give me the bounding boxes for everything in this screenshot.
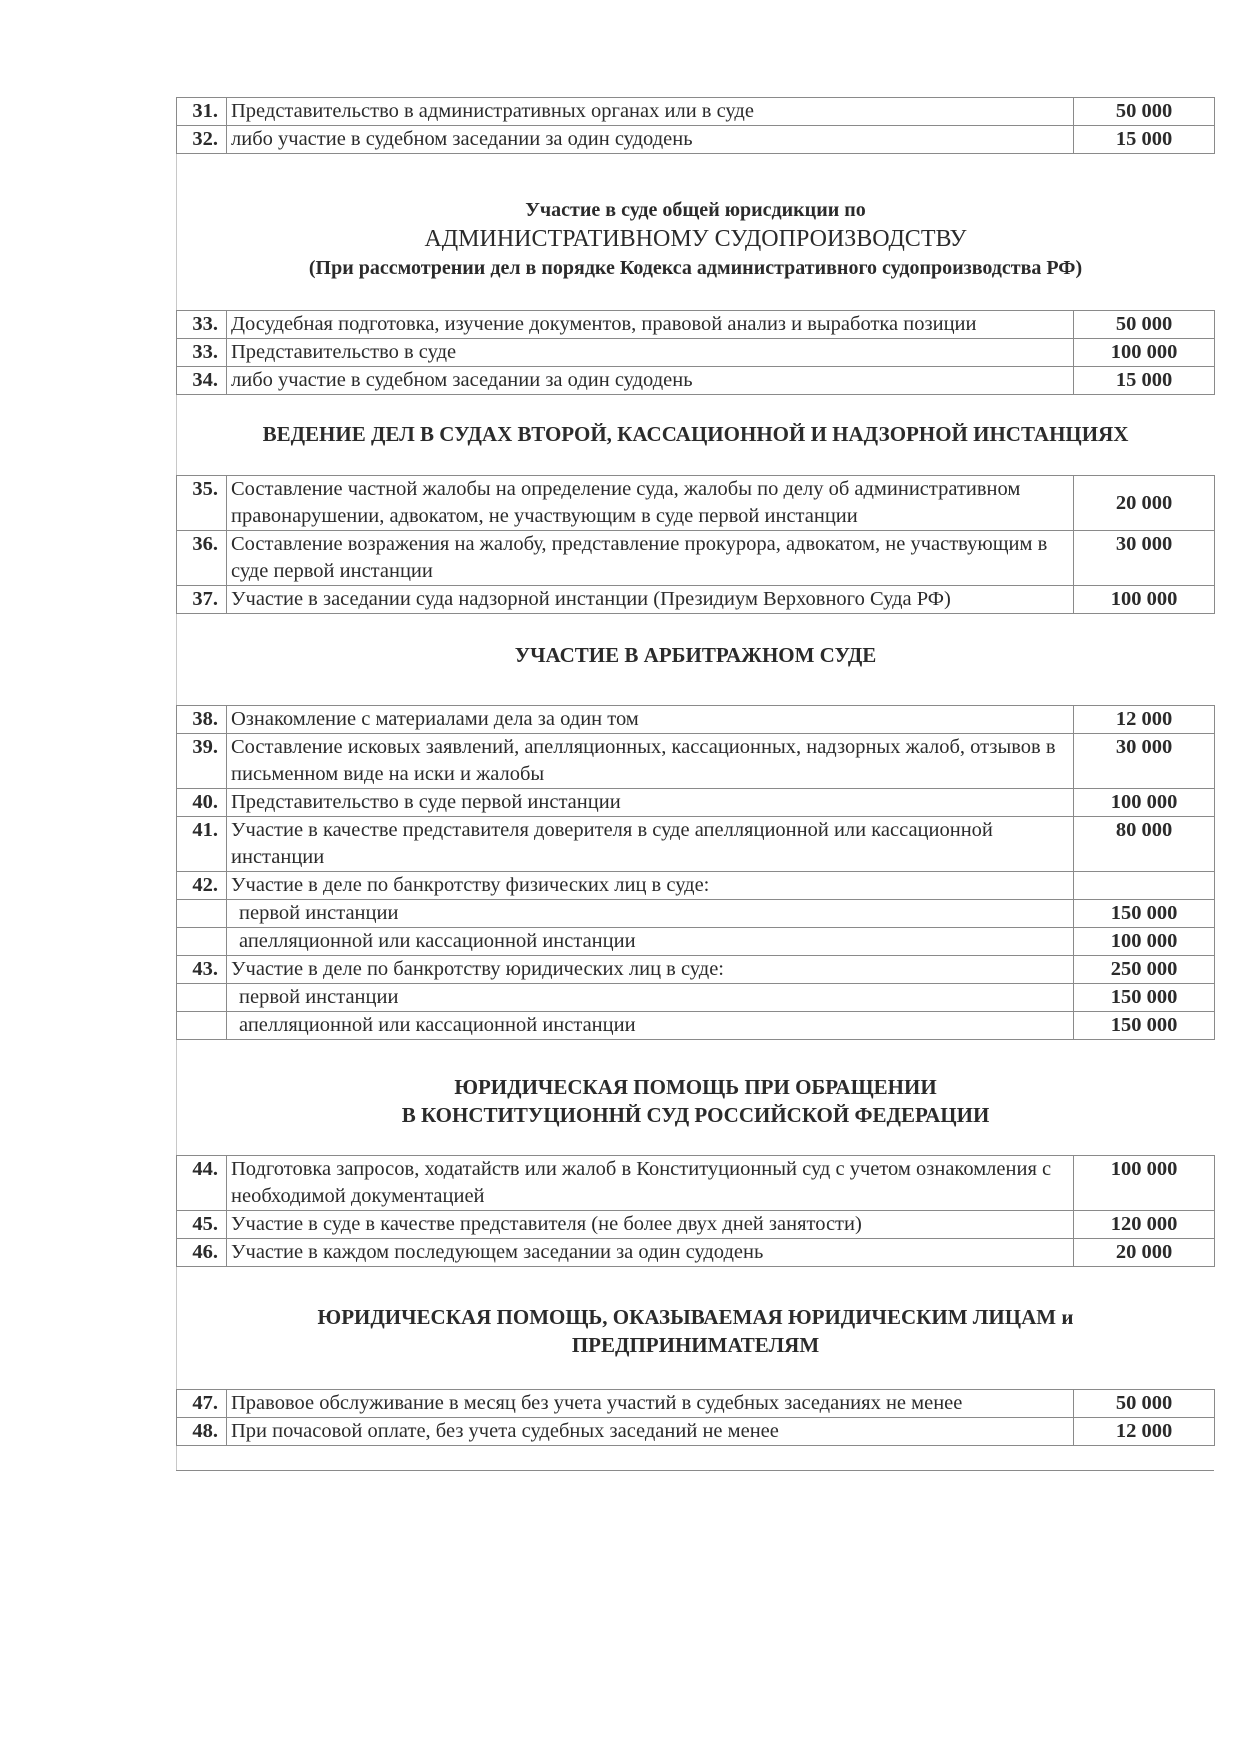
service-price: 100 000 [1074,339,1215,367]
item-number [177,984,227,1012]
item-number: 39. [177,734,227,789]
heading-line: (При рассмотрении дел в порядке Кодекса административного судопроизводства РФ) [308,257,1083,279]
item-number: 41. [177,817,227,872]
item-number: 31. [177,98,227,126]
service-price: 150 000 [1074,1012,1215,1040]
table-row [177,984,1215,1012]
bottom-rule [176,1470,1214,1471]
table-row [177,476,1215,531]
table-row [177,126,1215,154]
service-price: 100 000 [1074,928,1215,956]
table-row [177,311,1215,339]
service-price: 100 000 [1074,789,1215,817]
heading-line: Участие в суде общей юрисдикции по [525,199,866,221]
table-arbitration [176,705,1215,1040]
service-description: Представительство в административных органах или в суде [227,98,1074,126]
service-price: 50 000 [1074,311,1215,339]
service-description: Участие в суде в качестве представителя (не более двух дней занятости) [227,1211,1074,1239]
item-number: 48. [177,1418,227,1446]
service-price: 100 000 [1074,1156,1215,1211]
item-number [177,928,227,956]
service-price: 50 000 [1074,1390,1215,1418]
service-price: 120 000 [1074,1211,1215,1239]
service-price: 20 000 [1074,476,1215,531]
table-row [177,98,1215,126]
service-description: апелляционной или кассационной инстанции [227,1012,1074,1040]
service-price: 80 000 [1074,817,1215,872]
item-number: 45. [177,1211,227,1239]
table-legal-entities [176,1389,1215,1446]
service-price: 30 000 [1074,531,1215,586]
service-description: Досудебная подготовка, изучение документов, правовой анализ и выработка позиции [227,311,1074,339]
item-number: 35. [177,476,227,531]
service-description: Участие в деле по банкротству юридических лиц в суде: [227,956,1074,984]
item-number [177,1012,227,1040]
service-price: 150 000 [1074,900,1215,928]
service-price: 250 000 [1074,956,1215,984]
table-row [177,872,1215,900]
table-row [177,706,1215,734]
item-number: 40. [177,789,227,817]
service-description: Ознакомление с материалами дела за один том [227,706,1074,734]
table-row [177,1390,1215,1418]
item-number: 43. [177,956,227,984]
service-price: 12 000 [1074,706,1215,734]
table-row [177,1156,1215,1211]
section-heading-arbitration: УЧАСТИЕ В АРБИТРАЖНОМ СУДЕ [176,641,1214,669]
table-row [177,900,1215,928]
table-row [177,339,1215,367]
item-number: 33. [177,339,227,367]
service-description: первой инстанции [227,900,1074,928]
item-number: 46. [177,1239,227,1267]
table-administrative [176,310,1215,395]
table-row [177,1012,1215,1040]
heading-line: В КОНСТИТУЦИОННЙ СУД РОССИЙСКОЙ ФЕДЕРАЦИИ [401,1103,990,1127]
section-heading-administrative [176,196,1214,282]
service-price: 20 000 [1074,1239,1215,1267]
item-number: 38. [177,706,227,734]
table-row [177,789,1215,817]
service-price: 12 000 [1074,1418,1215,1446]
heading-line: ЮРИДИЧЕСКАЯ ПОМОЩЬ, ОКАЗЫВАЕМАЯ ЮРИДИЧЕСКИМ ЛИЦАМ и [317,1305,1074,1329]
service-description: Подготовка запросов, ходатайств или жалоб в Конституционный суд с учетом ознакомления с необходимой документацией [227,1156,1074,1211]
table-row [177,734,1215,789]
service-price: 100 000 [1074,586,1215,614]
item-number: 37. [177,586,227,614]
heading-line: ЮРИДИЧЕСКАЯ ПОМОЩЬ ПРИ ОБРАЩЕНИИ [454,1075,937,1099]
service-description: Участие в каждом последующем заседании за один судодень [227,1239,1074,1267]
price-list-page [176,97,1214,1471]
service-description: первой инстанции [227,984,1074,1012]
service-description: Участие в качестве представителя доверителя в суде апелляционной или кассационной инстанции [227,817,1074,872]
table-row [177,1239,1215,1267]
service-description: Участие в деле по банкротству физических лиц в суде: [227,872,1074,900]
service-price [1074,872,1215,900]
service-description: Представительство в суде [227,339,1074,367]
service-description: Правовое обслуживание в месяц без учета участий в судебных заседаниях не менее [227,1390,1074,1418]
section-heading-constitutional [176,1073,1214,1129]
service-description: Составление исковых заявлений, апелляционных, кассационных, надзорных жалоб, отзывов в письменном виде на иски и жалобы [227,734,1074,789]
table-row [177,1211,1215,1239]
service-description: Представительство в суде первой инстанции [227,789,1074,817]
service-price: 50 000 [1074,98,1215,126]
service-description: Участие в заседании суда надзорной инстанции (Президиум Верховного Суда РФ) [227,586,1074,614]
service-description: При почасовой оплате, без учета судебных заседаний не менее [227,1418,1074,1446]
service-description: либо участие в судебном заседании за один судодень [227,367,1074,395]
item-number: 32. [177,126,227,154]
table-row [177,928,1215,956]
service-price: 15 000 [1074,126,1215,154]
service-price: 150 000 [1074,984,1215,1012]
table-row [177,367,1215,395]
table-row [177,1418,1215,1446]
item-number: 34. [177,367,227,395]
table-representation [176,97,1215,154]
item-number: 33. [177,311,227,339]
table-appeal [176,475,1215,614]
service-price: 30 000 [1074,734,1215,789]
table-row [177,956,1215,984]
section-heading-legal-entities [176,1303,1214,1359]
heading-line: ПРЕДПРИНИМАТЕЛЯМ [571,1333,820,1357]
item-number: 42. [177,872,227,900]
section-heading-appeal: ВЕДЕНИЕ ДЕЛ В СУДАХ ВТОРОЙ, КАССАЦИОННОЙ И НАДЗОРНОЙ ИНСТАНЦИЯХ [176,420,1214,448]
item-number: 47. [177,1390,227,1418]
table-row [177,586,1215,614]
table-constitutional [176,1155,1215,1267]
service-description: либо участие в судебном заседании за один судодень [227,126,1074,154]
heading-line: АДМИНИСТРАТИВНОМУ СУДОПРОИЗВОДСТВУ [424,226,967,252]
service-price: 15 000 [1074,367,1215,395]
item-number: 44. [177,1156,227,1211]
service-description: апелляционной или кассационной инстанции [227,928,1074,956]
table-row [177,817,1215,872]
table-row [177,531,1215,586]
service-description: Составление частной жалобы на определение суда, жалобы по делу об административном правонарушении, адвокатом, не участвующим в суде первой инстанции [227,476,1074,531]
service-description: Составление возражения на жалобу, представление прокурора, адвокатом, не участвующим в суде первой инстанции [227,531,1074,586]
item-number [177,900,227,928]
item-number: 36. [177,531,227,586]
